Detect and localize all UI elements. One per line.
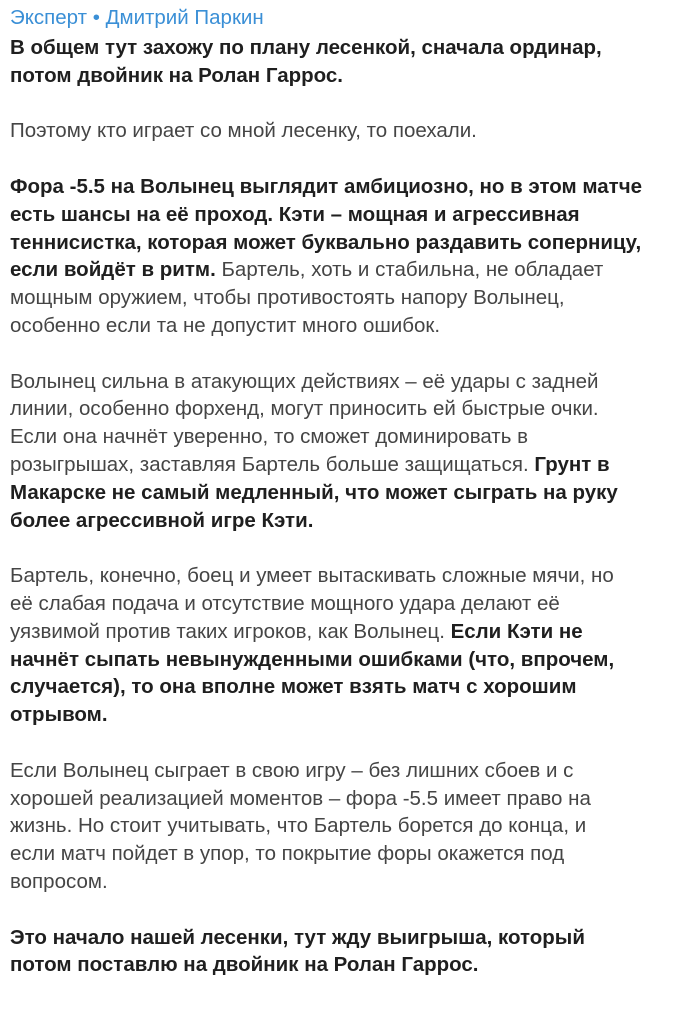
text-line [10,173,681,201]
regular-text: розыгрышах, заставляя Бартель больше защищаться. [10,452,529,476]
text-line [10,423,681,451]
text-line [10,451,681,479]
message-paragraph [10,757,681,896]
regular-text: Если Волынец сыграет в свою игру – без лишних сбоев и с [10,758,574,782]
text-line [10,256,681,284]
message-text [10,34,681,979]
text-line [10,590,681,618]
bold-text: Фора -5.5 на Волынец выглядит амбициозно, но в этом матче [10,174,643,198]
text-line [10,201,681,229]
regular-text: Поэтому кто играет со мной лесенку, то поехали. [10,119,477,143]
text-line [10,840,681,868]
text-line [10,785,681,813]
regular-text: Волынец сильна в атакующих действиях – её удары с задней [10,369,599,393]
bold-text: потом двойник на Ролан Гаррос. [10,63,343,87]
text-line [10,284,681,312]
bold-text: отрывом. [10,703,108,727]
bold-text: есть шансы на её проход. Кэти – мощная и агрессивная [10,202,580,226]
text-line [10,507,681,535]
regular-text: уязвимой против таких игроков, как Волынец. [10,619,445,643]
text-line [10,868,681,896]
text-line [10,62,681,90]
message-paragraph [10,562,681,729]
message-paragraph [10,173,681,340]
bold-text: начнёт сыпать невынужденными ошибками (что, впрочем, [10,647,615,671]
text-line [10,951,681,979]
regular-text: Если она начнёт уверенно, то сможет доминировать в [10,425,528,449]
regular-text: линии, особенно форхенд, могут приносить ей быстрые очки. [10,397,599,421]
text-line [10,701,681,729]
regular-text: Бартель, хоть и стабильна, не обладает [215,258,604,282]
bold-text: более агрессивной игре Кэти. [10,508,314,532]
bold-text: потом поставлю на двойник на Ролан Гаррос. [10,953,479,977]
text-line [10,312,681,340]
message-paragraph [10,368,681,535]
author-name[interactable]: Эксперт • Дмитрий Паркин [10,6,264,29]
bold-text: В общем тут захожу по плану лесенкой, сначала ординар, [10,36,602,59]
bold-text: Это начало нашей лесенки, тут жду выигрыша, который [10,925,585,949]
text-line [10,479,681,507]
regular-text: жизнь. Но стоит учитывать, что Бартель борется до конца, и [10,814,587,838]
text-line [10,229,681,257]
text-line [10,562,681,590]
text-line [10,618,681,646]
text-line [10,368,681,396]
message-paragraph [10,924,681,980]
text-line [10,646,681,674]
text-line [10,812,681,840]
bold-text: Макарске не самый медленный, что может сыграть на руку [10,480,618,504]
regular-text: особенно если та не допустит много ошибок. [10,313,441,337]
bold-text: Грунт в [528,452,610,476]
message-paragraph [10,117,681,145]
regular-text: Бартель, конечно, боец и умеет вытаскивать сложные мячи, но [10,564,614,588]
regular-text: вопросом. [10,869,108,893]
regular-text: хорошей реализацией моментов – фора -5.5 имеет право на [10,786,591,810]
text-line [10,34,681,62]
regular-text: мощным оружием, чтобы противостоять напору Волынец, [10,286,565,310]
bold-text: случается), то она вполне может взять матч с хорошим [10,675,577,699]
text-line [10,673,681,701]
message-paragraph [10,34,681,90]
bold-text: если войдёт в ритм. [10,258,216,282]
bold-text: теннисистка, которая может буквально раздавить соперницу, [10,230,642,254]
text-line [10,117,681,145]
bold-text: Если Кэти не [444,619,583,643]
text-line [10,757,681,785]
text-line [10,924,681,952]
text-line [10,395,681,423]
regular-text: если матч пойдет в упор, то покрытие форы окажется под [10,842,565,866]
regular-text: её слабая подача и отсутствие мощного удара делают её [10,591,560,615]
